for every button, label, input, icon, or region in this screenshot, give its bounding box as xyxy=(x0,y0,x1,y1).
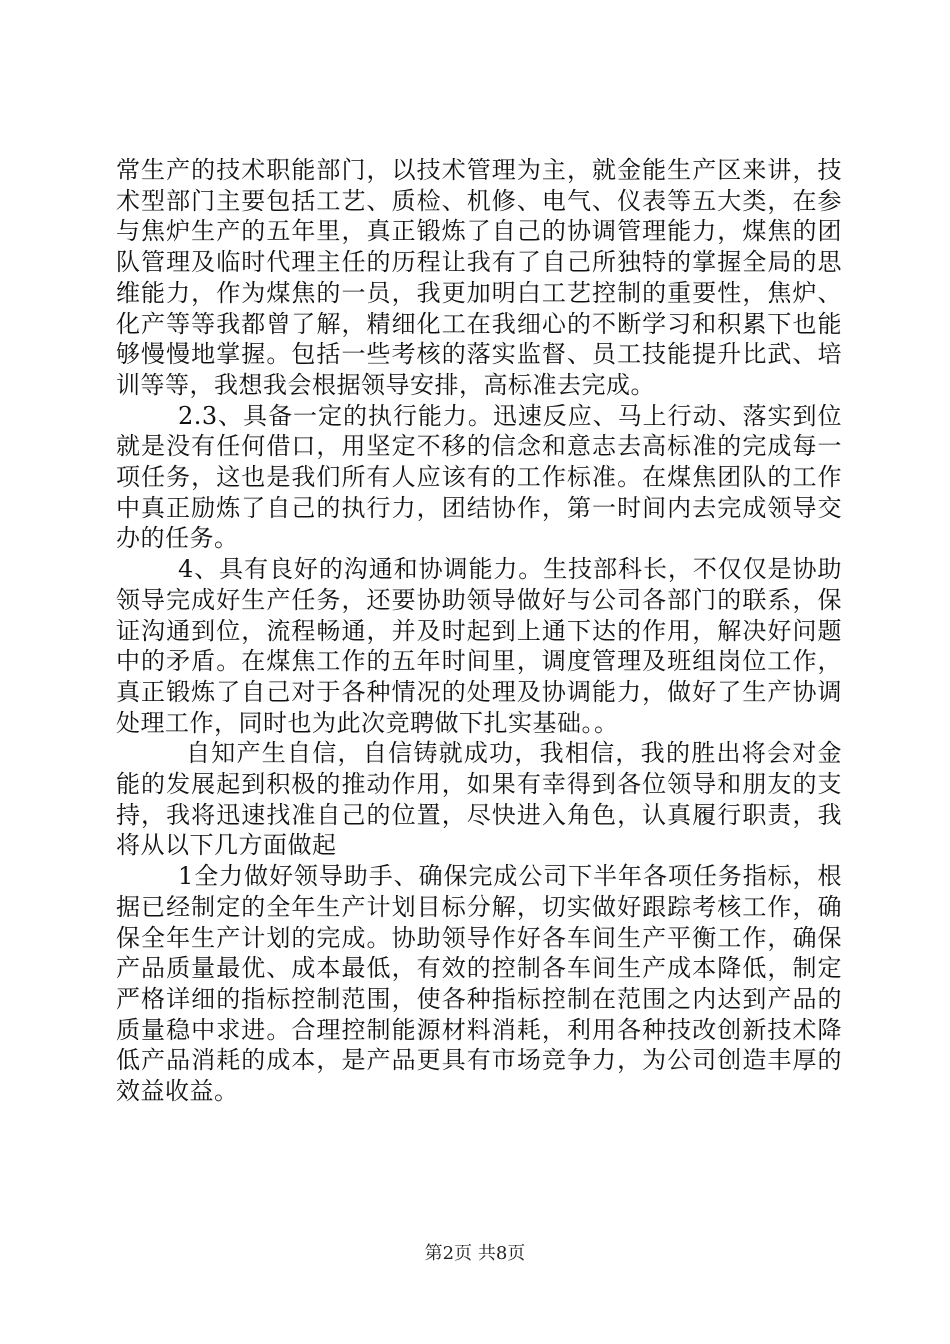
document-body xyxy=(116,155,842,1107)
paragraph-continuation: 常生产的技术职能部门，以技术管理为主，就金能生产区来讲，技术型部门主要包括工艺、质检、机修、电气、仪表等五大类，在参与焦炉生产的五年里，真正锻炼了自己的协调管理能力，煤焦的团队管理及临时代理主任的历程让我有了自己所独特的掌握全局的思维能力，作为煤焦的一员，我更加明白工艺控制的重要性，焦炉、化产等等我都曾了解，精细化工在我细心的不断学习和积累下也能够慢慢地掌握。包括一些考核的落实监督、员工技能提升比武、培训等等，我想我会根据领导安排，高标准去完成。 xyxy=(116,156,842,399)
paragraph-self-confidence: 自知产生自信，自信铸就成功，我相信，我的胜出将会对金能的发展起到积极的推动作用，如果有幸得到各位领导和朋友的支持，我将迅速找准自己的位置，尽快进入角色，认真履行职责，我将从以下几方面做起 xyxy=(116,739,842,860)
paragraph-item-2-3: 2.3、具备一定的执行能力。迅速反应、马上行动、落实到位就是没有任何借口，用坚定不移的信念和意志去高标准的完成每一项任务，这也是我们所有人应该有的工作标准。在煤焦团队的工作中真正励炼了自己的执行力，团结协作，第一时间内去完成领导交办的任务。 xyxy=(116,401,842,553)
page-number-footer: 第2页 共8页 xyxy=(424,1243,526,1264)
paragraph-item-4: 4、具有良好的沟通和协调能力。生技部科长，不仅仅是协助领导完成好生产任务，还要协助领导做好与公司各部门的联系，保证沟通到位，流程畅通，并及时起到上通下达的作用，解决好问题中的矛盾。在煤焦工作的五年时间里，调度管理及班组岗位工作，真正锻炼了自己对于各种情况的处理及协调能力，做好了生产协调处理工作，同时也为此次竞聘做下扎实基础。。 xyxy=(116,555,842,737)
paragraph-plan-1: 1全力做好领导助手、确保完成公司下半年各项任务指标，根据已经制定的全年生产计划目标分解，切实做好跟踪考核工作，确保全年生产计划的完成。协助领导作好各车间生产平衡工作，确保产品质量最优、成本最低，有效的控制各车间生产成本降低，制定严格详细的指标控制范围，使各种指标控制在范围之内达到产品的质量稳中求进。合理控制能源材料消耗，利用各种技改创新技术降低产品消耗的成本，是产品更具有市场竞争力，为公司创造丰厚的效益收益。 xyxy=(116,862,842,1106)
